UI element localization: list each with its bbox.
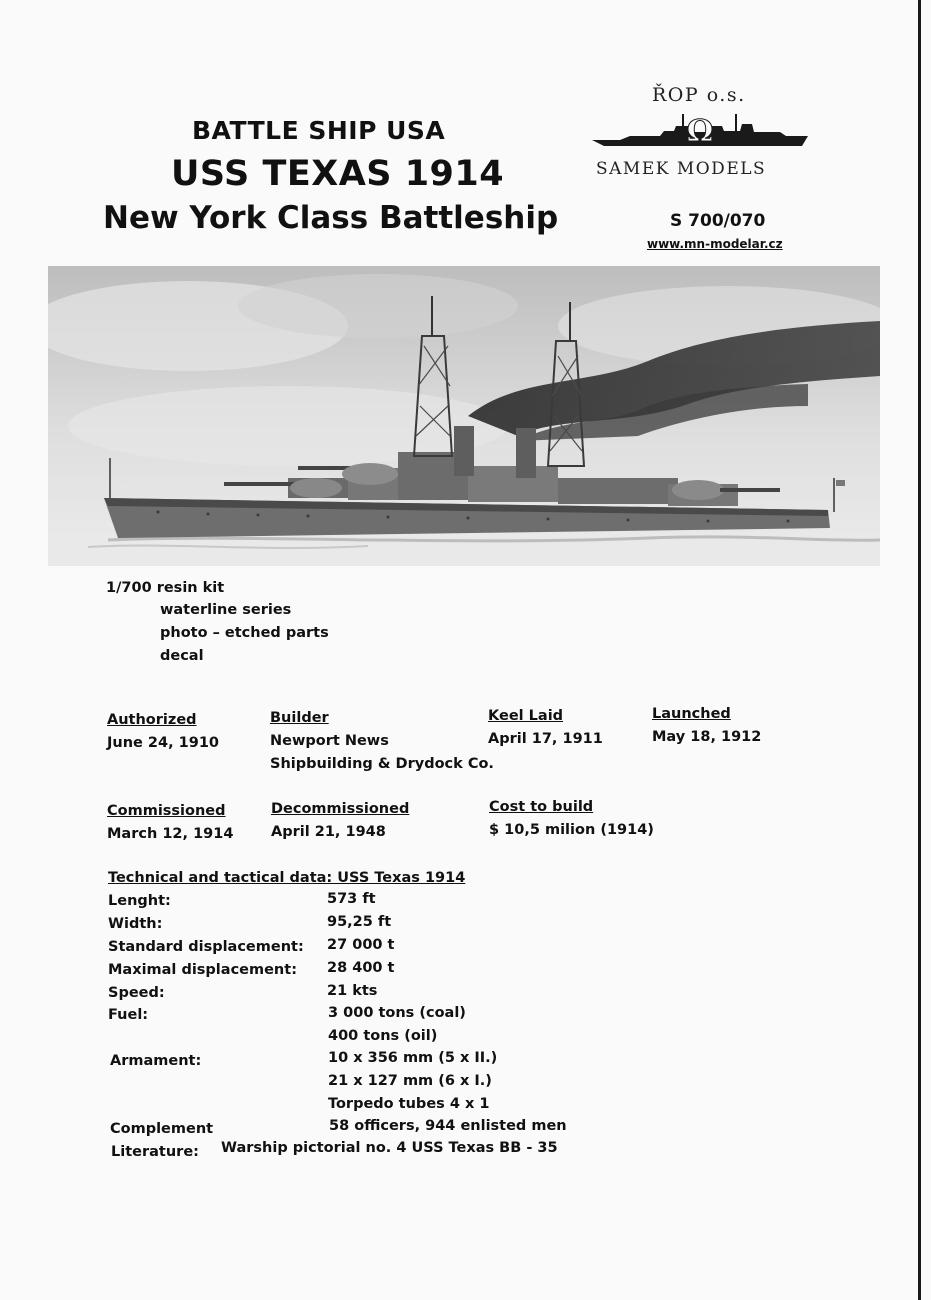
- authorized-value: June 24, 1910: [107, 735, 220, 751]
- ship-logo-icon: [590, 110, 810, 152]
- publisher-top: ŘOP o.s.: [652, 84, 746, 106]
- commissioned-label: Commissioned: [107, 803, 226, 819]
- kit-feature: photo – etched parts: [160, 625, 329, 641]
- keel-laid-label: Keel Laid: [488, 708, 564, 724]
- tech-value: 400 tons (oil): [328, 1028, 438, 1044]
- tech-label: Complement: [110, 1121, 214, 1137]
- launched-value: May 18, 1912: [652, 729, 762, 745]
- tech-value: 28 400 t: [327, 960, 395, 976]
- literature-value: Warship pictorial no. 4 USS Texas BB - 35: [221, 1140, 558, 1156]
- tech-label: Fuel:: [108, 1007, 149, 1023]
- decommissioned-label: Decommissioned: [271, 801, 410, 817]
- tech-value: 10 x 356 mm (5 x II.): [328, 1050, 498, 1066]
- kit-feature: waterline series: [160, 602, 292, 618]
- tech-label: Standard displacement:: [108, 939, 304, 955]
- tech-title: Technical and tactical data: USS Texas 1914: [108, 870, 466, 886]
- tech-label: Speed:: [108, 985, 165, 1001]
- tech-value: 21 x 127 mm (6 x I.): [328, 1073, 492, 1089]
- tech-value: 95,25 ft: [327, 914, 392, 930]
- builder-value: Newport News: [270, 733, 389, 749]
- keel-laid-value: April 17, 1911: [488, 731, 603, 747]
- kit-code: S 700/070: [670, 211, 766, 231]
- cost-label: Cost to build: [489, 799, 594, 815]
- title-line-2: USS TEXAS 1914: [171, 154, 505, 194]
- builder-value-line2: Shipbuilding & Drydock Co.: [270, 756, 494, 772]
- authorized-label: Authorized: [107, 712, 197, 728]
- battleship-illustration: [48, 266, 880, 566]
- decommissioned-value: April 21, 1948: [271, 824, 386, 840]
- tech-value: 21 kts: [327, 983, 378, 999]
- svg-text:Ω: Ω: [686, 114, 714, 149]
- commissioned-value: March 12, 1914: [107, 826, 234, 842]
- title-line-1: BATTLE SHIP USA: [192, 116, 446, 145]
- kit-scale: 1/700 resin kit: [106, 580, 225, 596]
- cost-value: $ 10,5 milion (1914): [489, 822, 654, 838]
- tech-label: Armament:: [110, 1053, 202, 1069]
- website-link[interactable]: www.mn-modelar.cz: [647, 237, 783, 251]
- title-line-3: New York Class Battleship: [103, 200, 559, 236]
- builder-label: Builder: [270, 710, 329, 726]
- publisher-name: SAMEK MODELS: [596, 159, 767, 179]
- tech-value: 27 000 t: [327, 937, 395, 953]
- tech-label: Maximal displacement:: [108, 962, 297, 978]
- tech-value: 58 officers, 944 enlisted men: [329, 1118, 567, 1134]
- tech-value: 3 000 tons (coal): [328, 1005, 466, 1021]
- scan-edge: [918, 0, 921, 1300]
- kit-feature: decal: [160, 648, 204, 664]
- tech-value: Torpedo tubes 4 x 1: [328, 1096, 490, 1112]
- launched-label: Launched: [652, 706, 731, 722]
- tech-value: 573 ft: [327, 891, 376, 907]
- tech-label: Lenght:: [108, 893, 171, 909]
- literature-label: Literature:: [111, 1144, 199, 1160]
- tech-label: Width:: [108, 916, 163, 932]
